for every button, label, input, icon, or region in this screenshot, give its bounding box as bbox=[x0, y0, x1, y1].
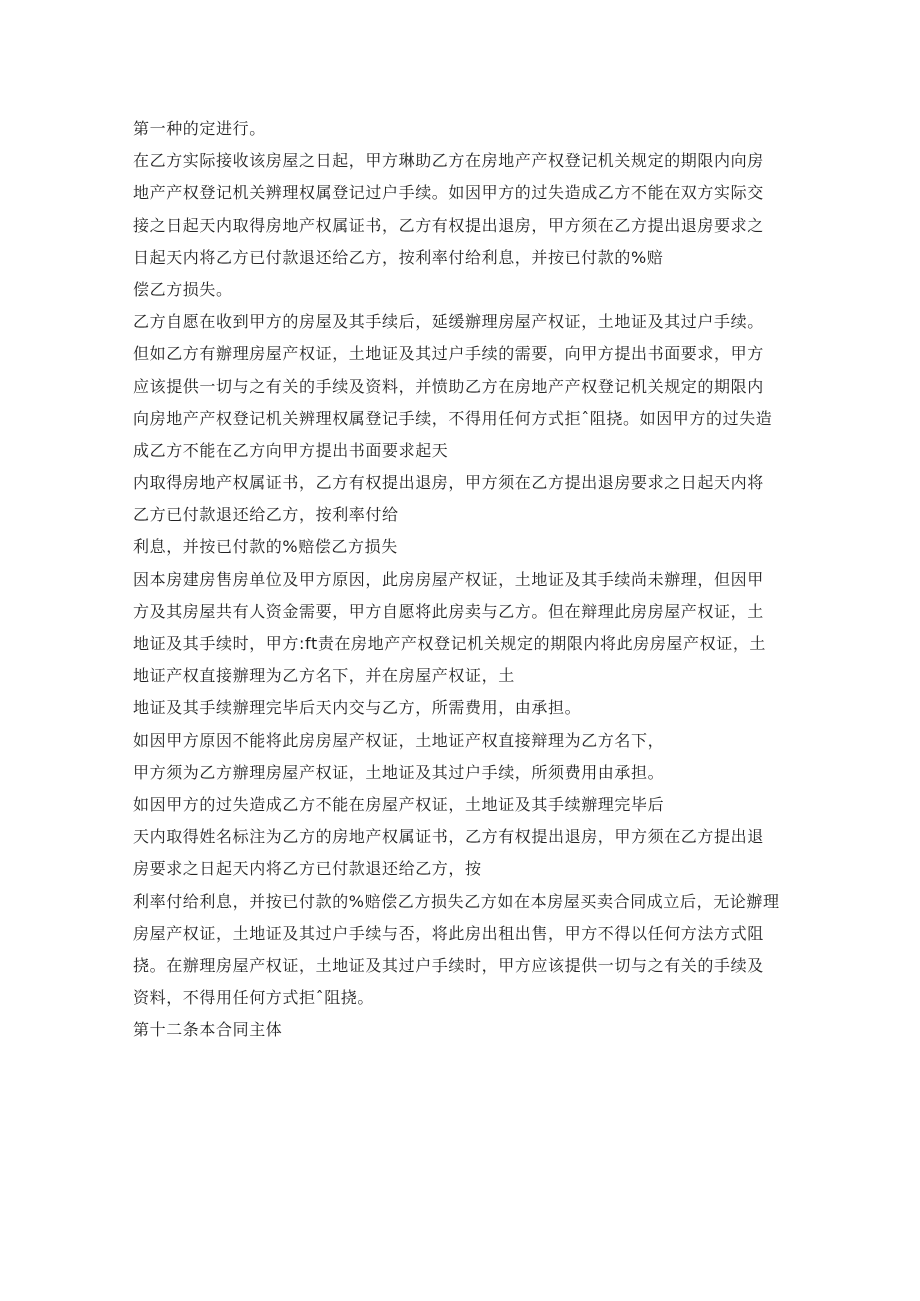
text-line: 如因甲方原因不能将此房房屋产权证，土地证产权直接辩理为乙方名下， bbox=[133, 730, 665, 750]
text-line: 利息，并按已付款的%赔偿乙方损失 bbox=[133, 537, 398, 557]
text-line: 内取得房地产权属证书，乙方有权提出退房，甲方须在乙方提出退房要求之日起天内将 bbox=[133, 473, 764, 493]
text-line: 接之日起天内取得房地产权属证书，乙方有权提出退房，甲方须在乙方提出退房要求之 bbox=[133, 215, 764, 235]
text-line: 如因甲方的过失造成乙方不能在房屋产权证，土地证及其手续辦理完毕后 bbox=[133, 794, 665, 814]
text-line: 偿乙方损失。 bbox=[133, 279, 233, 299]
text-line: 但如乙方有辦理房屋产权证，土地证及其过户手续的需要，向甲方提出书面要求，甲方 bbox=[133, 344, 764, 364]
text-line: 向房地产产权登记机关辨理权属登记手续，不得用任何方式拒ˆ阻挠。如因甲方的过失造 bbox=[133, 408, 773, 428]
text-line: 成乙方不能在乙方向甲方提出书面要求起天 bbox=[133, 440, 449, 460]
text-line: 资料，不得用任何方式拒ˆ阻挠。 bbox=[133, 988, 375, 1008]
text-line: 天内取得姓名标注为乙方的房地产权属证书，乙方有权提出退房，甲方须在乙方提出退 bbox=[133, 827, 764, 847]
text-line: 乙方已付款退还给乙方，按利率付给 bbox=[133, 505, 399, 525]
text-line: 利率付给利息，并按已付款的%赔偿乙方损失乙方如在本房屋买卖合同成立后，无论辦理 bbox=[133, 891, 780, 911]
text-line: 地证及其手续辦理完毕后天内交与乙方，所需费用，由承担。 bbox=[133, 698, 582, 718]
text-line: 应该提供一切与之有关的手续及资料，并愤助乙方在房地产产权登记机关规定的期限内 bbox=[133, 376, 764, 396]
section-heading: 第十二条本合同主体 bbox=[133, 1020, 283, 1040]
text-line: 甲方须为乙方辦理房屋产权证，土地证及其过户手续，所须费用由承担。 bbox=[133, 762, 665, 782]
text-line: 乙方自愿在收到甲方的房屋及其手续后，延缓辦理房屋产权证，土地证及其过户手续。 bbox=[133, 312, 764, 332]
text-line: 挠。在辦理房屋产权证，土地证及其过户手续时，甲方应该提供一切与之有关的手续及 bbox=[133, 955, 764, 975]
text-line: 房屋产权证，土地证及其过户手续与否，将此房出租出售，甲方不得以任何方法方式阻 bbox=[133, 923, 764, 943]
text-line: 日起天内将乙方已付款退还给乙方，按利率付给利息，并按已付款的%赔 bbox=[133, 247, 664, 267]
text-line: 因本房建房售房单位及甲方原因，此房房屋产权证，土地证及其手续尚未辦理，但因甲 bbox=[133, 569, 764, 589]
text-line: 在乙方实际接收该房屋之日起，甲方琳助乙方在房地产产权登记机关规定的期限内向房 bbox=[133, 151, 764, 171]
text-line: 第一种的定进行。 bbox=[133, 119, 266, 138]
text-line: 地证及其手续时，甲方:ft责在房地产产权登记机关规定的期限内将此房房屋产权证，土 bbox=[133, 634, 767, 653]
text-line: 地证产权直接辦理为乙方名下，并在房屋产权证，土 bbox=[133, 666, 515, 686]
contract-body-text bbox=[133, 113, 793, 1046]
text-line: 房要求之日起天内将乙方已付款退还给乙方，按 bbox=[133, 859, 482, 879]
text-line: 地产产权登记机关辨理权属登记过户手续。如因甲方的过失造成乙方不能在双方实际交 bbox=[133, 183, 764, 203]
text-line: 方及其房屋共有人资金需要，甲方自愿将此房卖与乙方。但在辩理此房房屋产权证，土 bbox=[133, 601, 764, 621]
